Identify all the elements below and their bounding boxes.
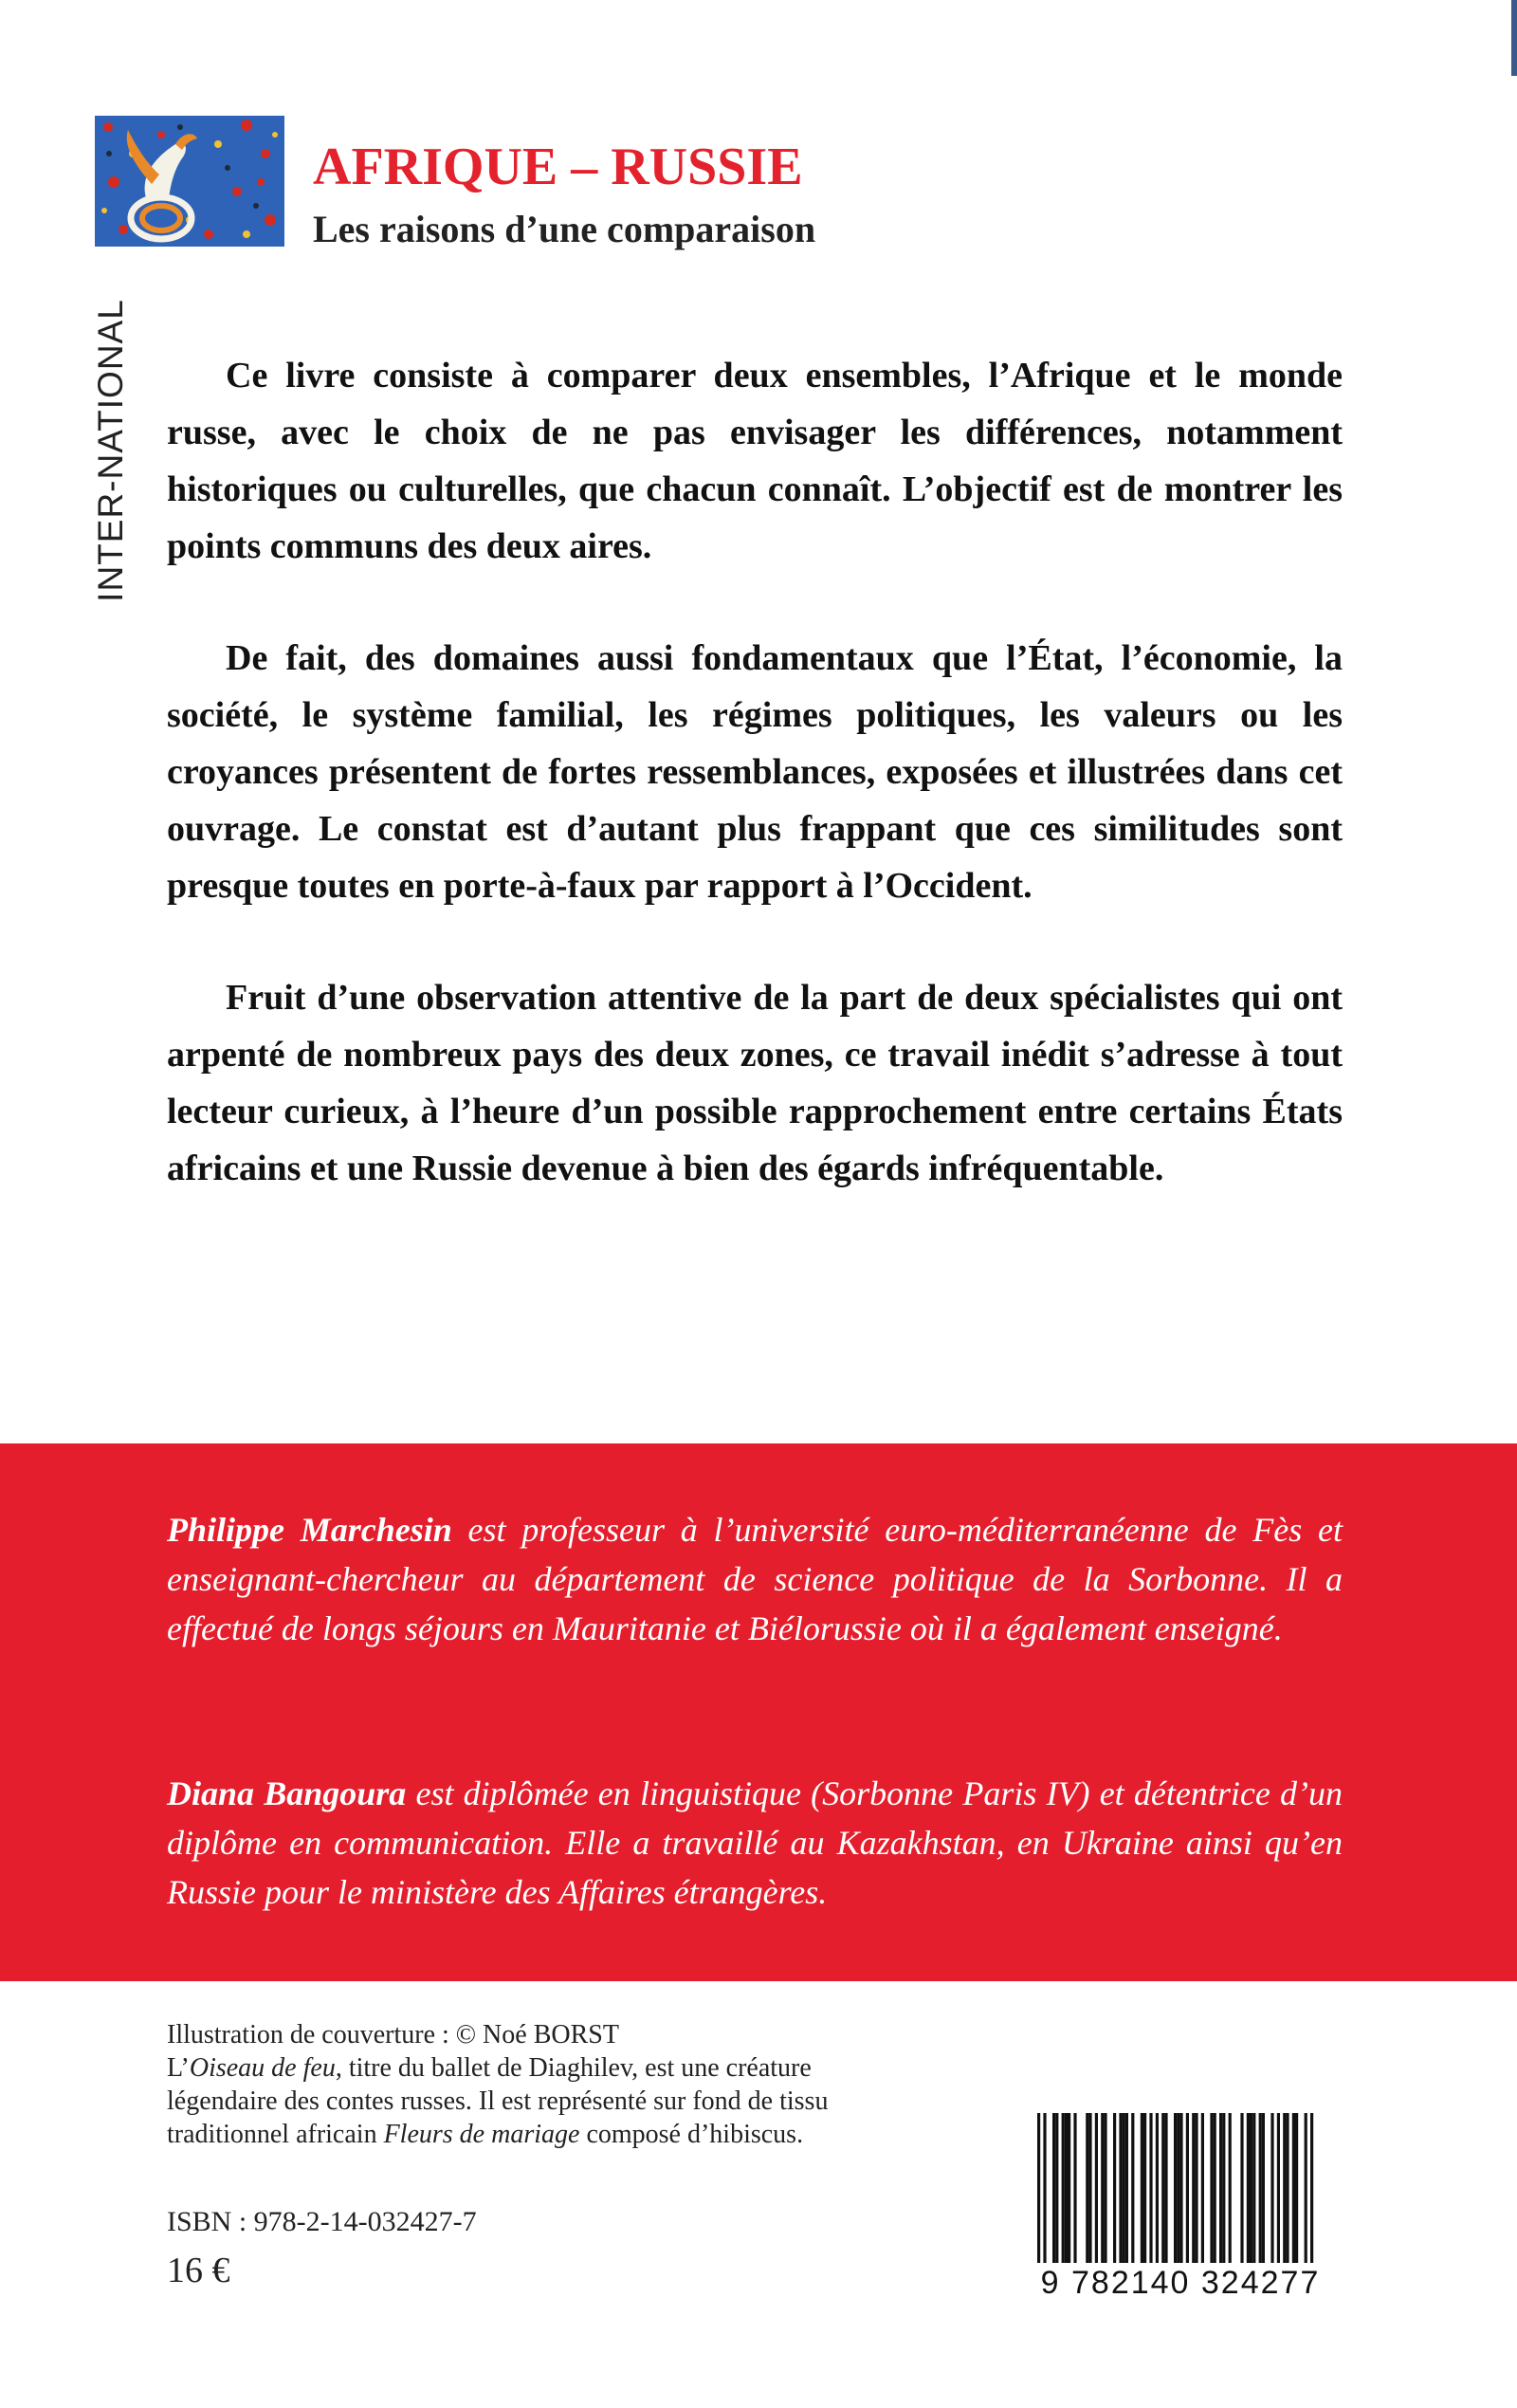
barcode-bar	[1219, 2113, 1222, 2263]
barcode-bar	[1088, 2113, 1091, 2263]
barcode-bar	[1283, 2113, 1286, 2263]
blurb	[167, 347, 1343, 1252]
barcode-bar	[1286, 2113, 1289, 2263]
barcode-bar	[1037, 2113, 1040, 2263]
barcode-bar	[1149, 2113, 1152, 2263]
barcode-bar	[1104, 2113, 1106, 2263]
barcode-bar	[1164, 2113, 1167, 2263]
book-subtitle: Les raisons d’une comparaison	[313, 208, 816, 250]
barcode-bar	[1068, 2113, 1070, 2263]
barcode-bar	[1195, 2113, 1197, 2263]
blurb-paragraph: De fait, des domaines aussi fondamentaux que l’État, l’économie, la société, le système familial, les régimes politiques, les valeurs ou les croyances présentent de fortes ressemblances, exposées et illustrées dans cet ouvrage. Le constat est d’autant plus frappant que ces similitudes sont presque toutes en porte-à-faux par rapport à l’Occident.	[167, 638, 1343, 906]
barcode-bar	[1186, 2113, 1189, 2263]
barcode-bar	[1214, 2113, 1216, 2263]
barcode-bar	[1247, 2113, 1250, 2263]
barcode-bar	[1259, 2113, 1262, 2263]
author-name: Philippe Marchesin	[167, 1511, 452, 1549]
blurb-paragraph: Ce livre consiste à comparer deux ensembles, l’Afrique et le monde russe, avec le choix de ne pas envisager les différences, notamment historiques ou culturelles, que chacun connaît. L’objectif est de montrer les points communs des deux aires.	[167, 356, 1343, 566]
barcode-bar	[1179, 2113, 1182, 2263]
barcode-bar	[1073, 2113, 1076, 2263]
authors-band	[0, 1443, 1517, 1981]
barcode-bar	[1252, 2113, 1255, 2263]
ballet-title: Oiseau de feu	[189, 2053, 336, 2083]
author-name: Diana Bangoura	[167, 1774, 407, 1812]
barcode-bar	[1210, 2113, 1213, 2263]
barcode-bar	[1177, 2113, 1179, 2263]
barcode-bar	[1143, 2113, 1146, 2263]
author-bio-text: est diplômée en linguistique (Sorbonne Paris IV) et détentrice d’un diplôme en communication. Elle a travaillé au Kazakhstan, en Ukraine ainsi qu’en Russie pour le ministère des Affaires étrangères.	[167, 1774, 1343, 1911]
barcode-bar	[1062, 2113, 1065, 2263]
barcode-bar	[1131, 2113, 1134, 2263]
barcode-bar	[1156, 2113, 1159, 2263]
author-bio-text: est professeur à l’université euro-méditerranéenne de Fès et enseignant-chercheur au département de science politique de la Sorbonne. Il a effectué de longs séjours en Mauritanie et Biélorussie où il a également enseigné.	[167, 1511, 1343, 1647]
barcode-bar	[1310, 2113, 1313, 2263]
barcode-bar	[1292, 2113, 1295, 2263]
barcode-bar	[1201, 2113, 1204, 2263]
barcode-bar	[1141, 2113, 1143, 2263]
isbn: ISBN : 978-2-14-032427-7	[167, 2206, 477, 2237]
blurb-paragraph: Fruit d’une observation attentive de la part de deux spécialistes qui ont arpenté de nombreux pays des deux zones, ce travail inédit s’adresse à tout lecteur curieux, à l’heure d’un possible rapprochement entre certains États africains et une Russie devenue à bien des égards infréquentable.	[167, 978, 1343, 1188]
barcode-bar	[1123, 2113, 1125, 2263]
spine-edge	[1511, 0, 1517, 76]
barcode-bar	[1101, 2113, 1104, 2263]
barcode-bar	[1161, 2113, 1164, 2263]
credit-line: traditionnel africain Fleurs de mariage composé d’hibiscus.	[167, 2120, 804, 2149]
author-bio	[167, 1769, 1343, 1917]
barcode-bar	[1065, 2113, 1068, 2263]
barcode-bar	[1125, 2113, 1128, 2263]
barcode-bar	[1055, 2113, 1058, 2263]
barcode-bar	[1192, 2113, 1195, 2263]
barcode-bar	[1043, 2113, 1046, 2263]
barcode-bar	[1250, 2113, 1252, 2263]
barcode-bar	[1295, 2113, 1298, 2263]
barcode-bar	[1262, 2113, 1265, 2263]
price: 16 €	[167, 2251, 230, 2290]
barcode-bar	[1305, 2113, 1307, 2263]
series-label	[92, 270, 130, 631]
barcode	[1024, 2113, 1337, 2312]
barcode-bar	[1119, 2113, 1122, 2263]
book-title: AFRIQUE – RUSSIE	[313, 138, 803, 196]
credit-illustration: Illustration de couverture : © Noé BORST	[167, 2020, 619, 2050]
barcode-bar	[1113, 2113, 1116, 2263]
barcode-bars	[1024, 2113, 1337, 2265]
cover-credits	[167, 2018, 887, 2151]
barcode-bar	[1229, 2113, 1232, 2263]
cover-thumbnail	[95, 116, 284, 247]
firebird-illustration	[95, 116, 284, 247]
barcode-number: 9 782140 324277	[1040, 2265, 1321, 2301]
barcode-bar	[1270, 2113, 1273, 2263]
series-name: INTER-NATIONAL	[91, 299, 130, 602]
barcode-bar	[1174, 2113, 1177, 2263]
barcode-bar	[1240, 2113, 1243, 2263]
barcode-bar	[1052, 2113, 1055, 2263]
barcode-bar	[1222, 2113, 1225, 2263]
credit-line: légendaire des contes russes. Il est représenté sur fond de tissu	[167, 2086, 829, 2116]
credit-line: L’Oiseau de feu, titre du ballet de Diaghilev, est une créature	[167, 2053, 812, 2083]
barcode-bar	[1086, 2113, 1088, 2263]
author-bio	[167, 1505, 1343, 1653]
barcode-bar	[1277, 2113, 1280, 2263]
fabric-title: Fleurs de mariage	[383, 2120, 580, 2149]
barcode-bar	[1095, 2113, 1098, 2263]
